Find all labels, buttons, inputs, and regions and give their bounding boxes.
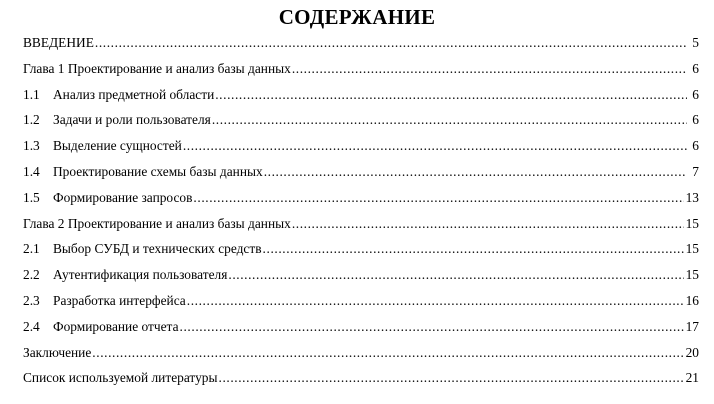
toc-entry-label: Выделение сущностей [53,138,182,154]
toc-page-number: 6 [692,112,699,128]
toc-page-number: 16 [685,292,699,308]
toc-section-number: 1.2 [23,112,40,128]
toc-entry-label: ВВЕДЕНИЕ [23,35,94,50]
dot-leader [92,340,683,366]
toc-entry-chapter-2[interactable] [23,211,699,237]
dot-leader [180,314,684,340]
toc-entry-conclusion[interactable] [23,340,699,366]
toc-page-number: 6 [692,60,699,76]
toc-page-number: 15 [685,241,699,257]
dot-leader [292,56,687,82]
toc-entry-label: Выбор СУБД и технических средств [53,241,262,257]
toc-page-number: 5 [692,35,699,50]
toc-entry-2-3[interactable] [23,288,699,314]
toc-page-number: 21 [685,370,699,386]
dot-leader [215,82,687,108]
toc-page-number: 6 [692,138,699,154]
toc-page-number: 7 [692,163,699,179]
toc-entry-1-5[interactable] [23,185,699,211]
toc-entry-label: Формирование запросов [53,189,193,205]
toc-entry-label: Глава 2 Проектирование и анализ базы данных [23,215,291,231]
toc-entry-label: Список используемой литературы [23,370,218,386]
toc-entry-label: Проектирование схемы базы данных [53,163,263,179]
toc-entry-1-1[interactable] [23,82,699,108]
table-of-contents [23,30,699,391]
toc-entry-label: Аутентификация пользователя [53,267,228,283]
toc-entry-1-4[interactable] [23,159,699,185]
dot-leader [264,159,687,185]
toc-entry-2-2[interactable] [23,262,699,288]
dot-leader [183,133,687,159]
toc-entry-label: Разработка интерфейса [53,292,186,308]
toc-section-number: 1.5 [23,189,40,205]
toc-entry-label: Формирование отчета [53,318,179,334]
toc-entry-2-1[interactable] [23,236,699,262]
toc-page-number: 17 [685,318,699,334]
dot-leader [193,185,683,211]
toc-page-number: 6 [692,86,699,102]
toc-page-number: 20 [685,344,699,360]
toc-section-number: 1.3 [23,138,40,154]
dot-leader [95,30,687,56]
dot-leader [292,211,684,237]
dot-leader [228,262,683,288]
dot-leader [263,236,684,262]
toc-section-number: 2.4 [23,318,40,334]
toc-section-number: 1.4 [23,163,40,179]
toc-section-number: 2.1 [23,241,40,257]
toc-section-number: 2.2 [23,267,40,283]
toc-entry-references[interactable] [23,365,699,391]
page-title: СОДЕРЖАНИЕ [278,5,436,29]
dot-leader [219,365,684,391]
toc-entry-label: Анализ предметной области [53,86,215,102]
toc-entry-2-4[interactable] [23,314,699,340]
dot-leader [187,288,684,314]
toc-entry-label: Заключение [23,344,92,360]
toc-section-number: 2.3 [23,292,40,308]
dot-leader [212,107,687,133]
toc-section-number: 1.1 [23,86,40,102]
toc-entry-introduction[interactable] [23,30,699,56]
toc-entry-1-2[interactable] [23,107,699,133]
toc-page-number: 15 [685,215,699,231]
toc-page-number: 13 [685,189,699,205]
toc-entry-label: Задачи и роли пользователя [53,112,211,128]
toc-page-number: 15 [685,267,699,283]
toc-entry-label: Глава 1 Проектирование и анализ базы данных [23,60,291,76]
toc-entry-1-3[interactable] [23,133,699,159]
toc-entry-chapter-1[interactable] [23,56,699,82]
